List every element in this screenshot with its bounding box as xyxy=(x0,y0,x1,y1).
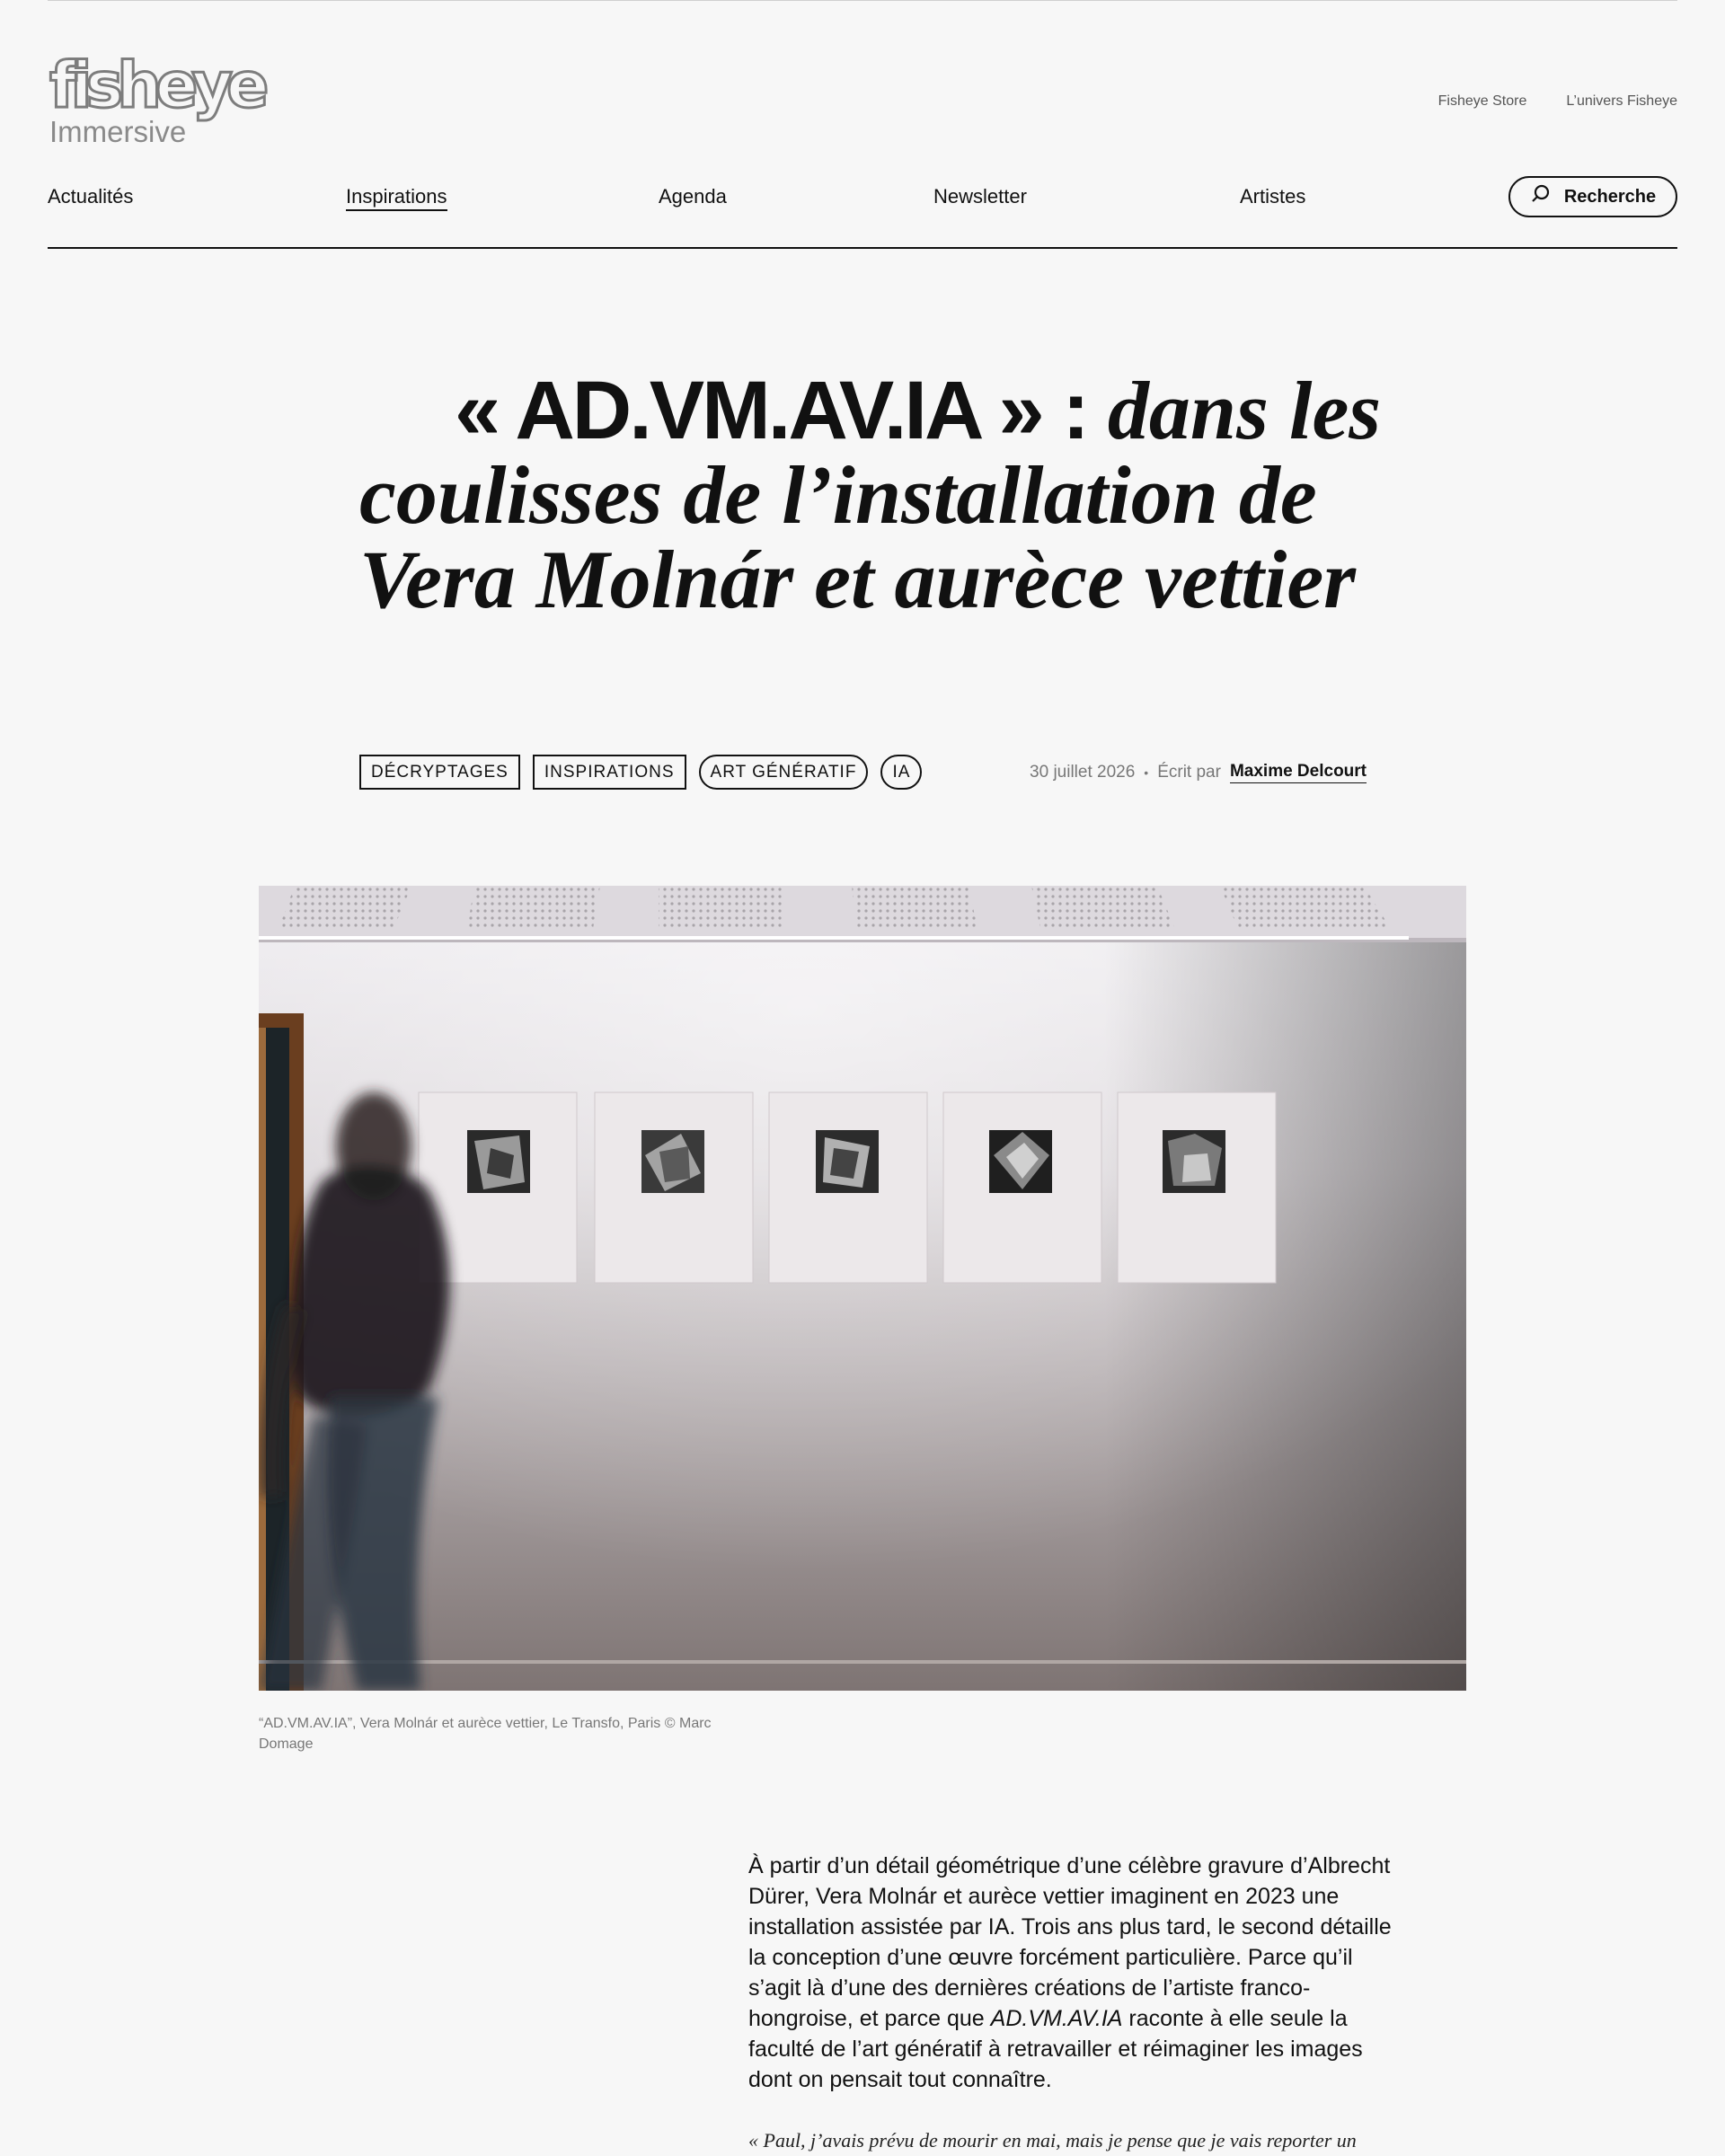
article-title xyxy=(359,365,1384,625)
article-date: 30 juillet 2026 xyxy=(1030,763,1136,782)
tag-list xyxy=(359,755,922,790)
title-lead: « AD.VM.AV.IA » : xyxy=(455,365,1087,456)
fisheye-logo[interactable] xyxy=(48,49,281,151)
logo-subtitle: Immersive xyxy=(49,115,187,148)
byline-prefix: Écrit par xyxy=(1157,763,1221,782)
nav-item-newsletter[interactable]: Newsletter xyxy=(933,185,1027,208)
search-button[interactable] xyxy=(1508,176,1677,217)
image-caption: “AD.VM.AV.IA”, Vera Molnár et aurèce vettier, Le Transfo, Paris © Marc Domage xyxy=(259,1716,712,1752)
article-meta xyxy=(1030,762,1367,783)
tag-inspirations[interactable]: INSPIRATIONS xyxy=(533,755,686,790)
intro-text-end: raconte à elle seule la faculté de l’art génératif à retravailler et réimaginer les images dont on pensait tout connaître. xyxy=(748,2006,1363,2092)
tag-decryptages[interactable]: DÉCRYPTAGES xyxy=(359,755,520,790)
intro-text-start: À partir d’un détail géométrique d’une célèbre gravure d’Albrecht Dürer, Vera Molnár et aurèce vettier imaginent en 2023 une installation assistée par IA. Trois ans plus tard, le second détaille la conception d’une œuvre forcément particulière. Parce qu’il s’agit là d’une des dernières créations de l’artiste franco-hongroise, et parce que xyxy=(748,1853,1392,2031)
hero-image xyxy=(259,886,1466,1691)
title-rest: dans les coulisses de l’installation de Vera Molnár et aurèce vettier xyxy=(359,365,1382,625)
nav-item-inspirations[interactable]: Inspirations xyxy=(346,185,447,211)
tag-art-generatif[interactable]: ART GÉNÉRATIF xyxy=(699,755,869,790)
main-nav xyxy=(48,176,1677,217)
tag-ia[interactable]: IA xyxy=(880,755,922,790)
top-divider xyxy=(48,0,1677,1)
univers-link[interactable]: L’univers Fisheye xyxy=(1566,93,1677,109)
intro-emphasis: AD.VM.AV.IA xyxy=(990,2006,1123,2031)
store-link[interactable]: Fisheye Store xyxy=(1438,93,1527,109)
nav-item-agenda[interactable]: Agenda xyxy=(659,185,727,208)
meta-separator: • xyxy=(1144,765,1149,780)
nav-item-artistes[interactable]: Artistes xyxy=(1240,185,1306,208)
search-icon xyxy=(1530,183,1552,210)
search-label: Recherche xyxy=(1563,186,1657,207)
article-quote: « Paul, j’avais prévu de mourir en mai, mais je pense que je vais reporter un xyxy=(748,2129,1357,2152)
article-intro xyxy=(748,1851,1404,2095)
logo-wordmark: fisheye xyxy=(49,49,263,122)
nav-item-actualites[interactable]: Actualités xyxy=(48,185,134,208)
nav-divider xyxy=(48,247,1677,249)
author-link[interactable]: Maxime Delcourt xyxy=(1230,762,1367,783)
top-links xyxy=(1438,93,1677,110)
